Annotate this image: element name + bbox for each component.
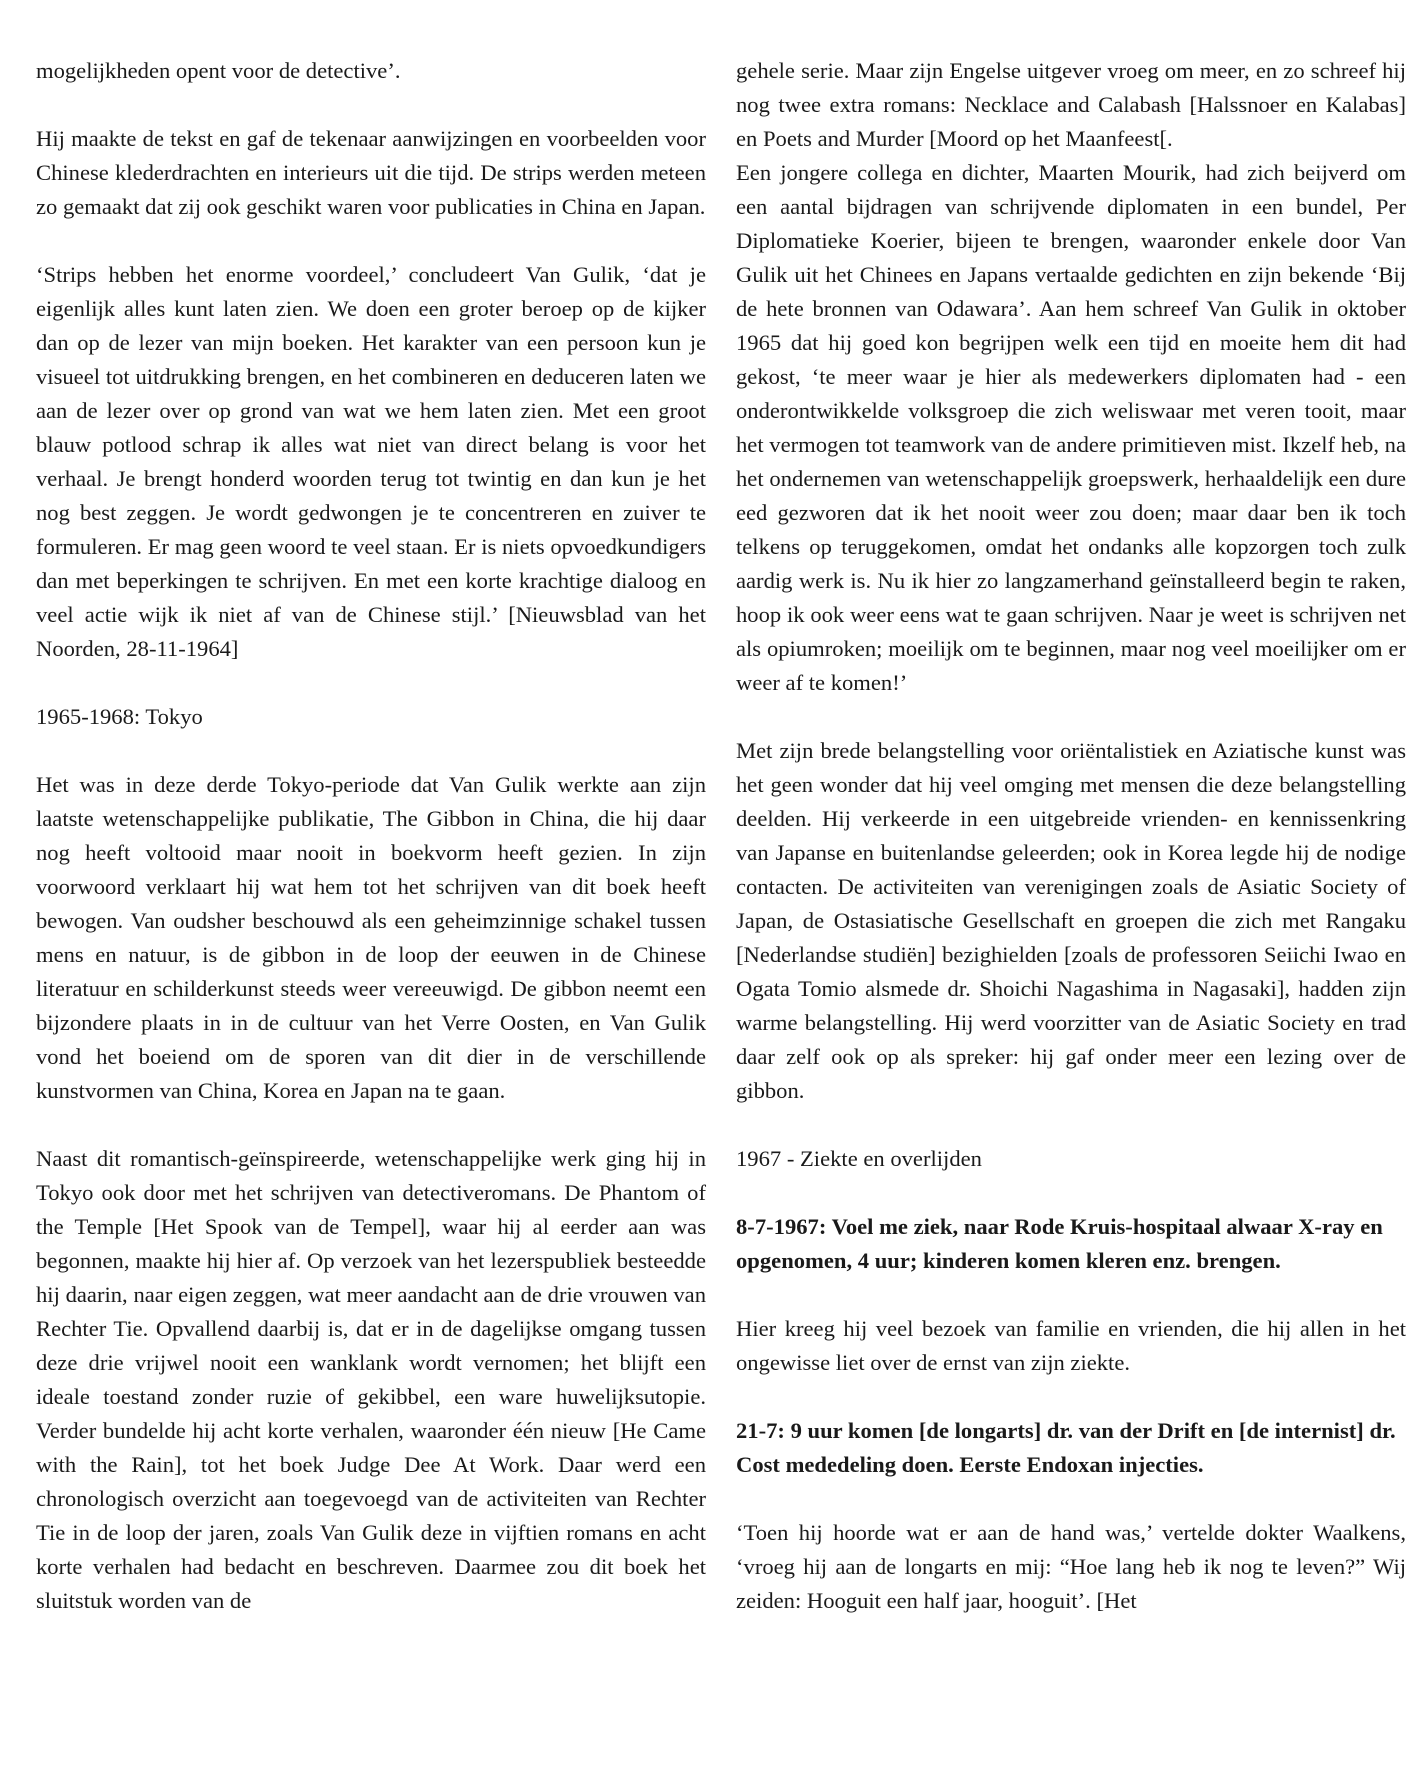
diary-entry: 21-7: 9 uur komen [de longarts] dr. van der Drift en [de internist] dr. Cost mededeling doen. Eerste Endoxan injecties. (736, 1418, 1396, 1477)
section-heading: 1965-1968: Tokyo (36, 704, 203, 729)
paragraph: ‘Strips hebben het enorme voordeel,’ concludeert Van Gulik, ‘dat je eigenlijk alles kunt laten zien. We doen een groter beroep op de kijker dan op de lezer van mijn boeken. Het karakter van een persoon kun je visueel tot uitdrukking brengen, en het combineren en deduceren laten we aan de lezer over op grond van wat we hem laten zien. Met een groot blauw potlood schrap ik alles wat niet van direct belang is voor het verhaal. Je brengt honderd woorden terug tot twintig en dan kun je het nog best zeggen. Je wordt gedwongen je te concentreren en zuiver te formuleren. Er mag geen woord te veel staan. Er is niets opvoedkundigers dan met beperkingen te schrijven. En met een korte krachtige dialoog en veel actie wijk ik niet af van de Chinese stijl.’ [Nieuwsblad van het Noorden, 28-11-1964] (36, 262, 706, 661)
paragraph: Met zijn brede belangstelling voor oriëntalistiek en Aziatische kunst was het geen wonder dat hij veel omging met mensen die deze belangstelling deelden. Hij verkeerde in een uitgebreide vrienden- en kennissenkring van Japanse en buitenlandse geleerden; ook in Korea legde hij de nodige contacten. De activiteiten van verenigingen zoals de Asiatic Society of Japan, de Ostasiatische Gesellschaft en groepen die zich met Rangaku [Nederlandse studiën] bezighielden [zoals de professoren Seiichi Iwao en Ogata Tomio alsmede dr. Shoichi Nagashima in Nagasaki], hadden zijn warme belangstelling. Hij werd voorzitter van de Asiatic Society en trad daar zelf ook op als spreker: hij gaf onder meer een lezing over de gibbon. (736, 738, 1406, 1103)
paragraph: Naast dit romantisch-geïnspireerde, wetenschappelijke werk ging hij in Tokyo ook door met het schrijven van detectiveromans. De Phantom of the Temple [Het Spook van de Tempel], waar hij al eerder aan was begonnen, maakte hij hier af. Op verzoek van het lezerspubliek besteedde hij daarin, naar eigen zeggen, wat meer aandacht aan de drie vrouwen van Rechter Tie. Opvallend daarbij is, dat er in de dagelijkse omgang tussen deze drie vrijwel nooit een wanklank wordt vernomen; het blijft een ideale toestand zonder ruzie of gekibbel, een ware huwelijksutopie. Verder bundelde hij acht korte verhalen, waaronder één nieuw [He Came with the Rain], tot het boek Judge Dee At Work. Daar werd een chronologisch overzicht aan toegevoegd van de activiteiten van Rechter Tie in de loop der jaren, zoals Van Gulik deze in vijftien romans en acht korte verhalen had bedacht en beschreven. Daarmee zou dit boek het sluitstuk worden van de (36, 1146, 706, 1613)
paragraph: mogelijkheden opent voor de detective’. (36, 58, 401, 83)
paragraph: Hij maakte de tekst en gaf de tekenaar aanwijzingen en voorbeelden voor Chinese klederdrachten en interieurs uit die tijd. De strips werden meteen zo gemaakt dat zij ook geschikt waren voor publicaties in China en Japan. (36, 126, 706, 219)
paragraph: gehele serie. Maar zijn Engelse uitgever vroeg om meer, en zo schreef hij nog twee extra romans: Necklace and Calabash [Halssnoer en Kalabas] en Poets and Murder [Moord op het Maanfeest[. (736, 58, 1406, 151)
paragraph: Een jongere collega en dichter, Maarten Mourik, had zich beijverd om een aantal bijdragen van schrijvende diplomaten in een bundel, Per Diplomatieke Koerier, bijeen te brengen, waaronder enkele door Van Gulik uit het Chinees en Japans vertaalde gedichten en zijn bekende ‘Bij de hete bronnen van Odawara’. Aan hem schreef Van Gulik in oktober 1965 dat hij goed kon begrijpen welk een tijd en moeite hem dit had gekost, ‘te meer waar je hier als medewerkers diplomaten had - een onderontwikkelde volksgroep die zich weliswaar met veren tooit, maar het vermogen tot teamwork van de andere primitieven mist. Ikzelf heb, na het ondernemen van wetenschappelijk groepswerk, herhaaldelijk een dure eed gezworen dat ik het nooit weer zou doen; maar daar ben ik toch telkens op teruggekomen, omdat het ondanks alle kopzorgen toch zulk aardig werk is. Nu ik hier zo langzamerhand geïnstalleerd begin te raken, hoop ik ook weer eens wat te gaan schrijven. Naar je weet is schrijven net als opiumroken; moeilijk om te beginnen, maar nog veel moeilijker om er weer af te komen!’ (736, 160, 1406, 695)
diary-entry: 8-7-1967: Voel me ziek, naar Rode Kruis-hospitaal alwaar X-ray en opgenomen, 4 uur; kinderen komen kleren enz. brengen. (736, 1214, 1383, 1273)
paragraph: Het was in deze derde Tokyo-periode dat Van Gulik werkte aan zijn laatste wetenschappelijke publikatie, The Gibbon in China, die hij daar nog heeft voltooid maar nooit in boekvorm heeft gezien. In zijn voorwoord verklaart hij wat hem tot het schrijven van dit boek heeft bewogen. Van oudsher beschouwd als een geheimzinnige schakel tussen mens en natuur, is de gibbon in de loop der eeuwen in de Chinese literatuur en schilderkunst steeds weer vereeuwigd. De gibbon neemt een bijzondere plaats in in de cultuur van het Verre Oosten, en Van Gulik vond het boeiend om de sporen van dit dier in de verschillende kunstvormen van China, Korea en Japan na te gaan. (36, 772, 706, 1103)
left-column (36, 54, 706, 1618)
right-column (736, 54, 1406, 1618)
paragraph: Hier kreeg hij veel bezoek van familie en vrienden, die hij allen in het ongewisse liet over de ernst van zijn ziekte. (736, 1316, 1406, 1375)
section-heading: 1967 - Ziekte en overlijden (736, 1146, 982, 1171)
paragraph: ‘Toen hij hoorde wat er aan de hand was,’ vertelde dokter Waalkens, ‘vroeg hij aan de longarts en mij: “Hoe lang heb ik nog te leven?” Wij zeiden: Hooguit een half jaar, hooguit’. [Het (736, 1520, 1406, 1613)
